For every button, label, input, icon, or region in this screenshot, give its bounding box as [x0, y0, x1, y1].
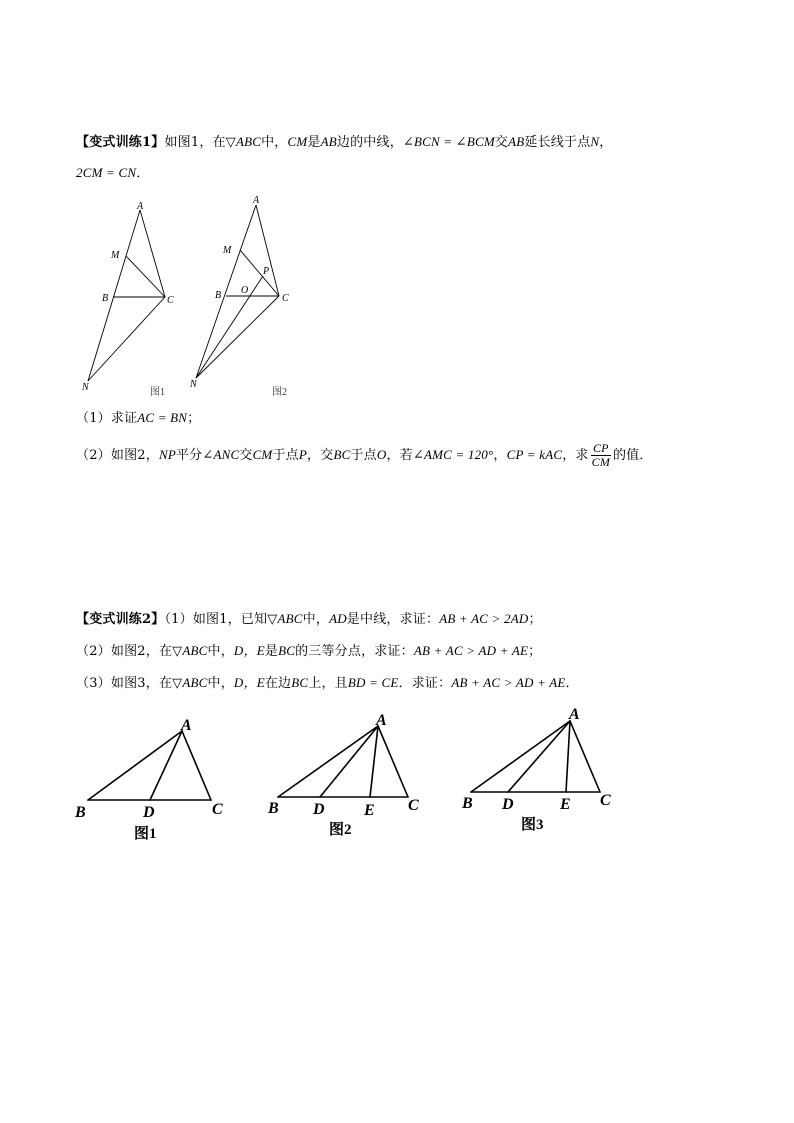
exercise1-line1: 【变式训练1】如图1，在▽ABC中，CM是AB边的中线，∠BCN = ∠BCM交AB延长线于点N， — [76, 134, 613, 150]
exercise2-line2: （2）如图2，在▽ABC中，D，E是BC的三等分点，求证：AB + AC > AD + AE； — [76, 643, 542, 659]
fig2-caption: 图2 — [272, 387, 287, 398]
exercise1-heading: 【变式训练1】 — [76, 135, 165, 150]
ex2-fig3-label-A: A — [569, 706, 580, 723]
ex2-fig1-label-D: D — [143, 804, 155, 821]
fig2-label-M: M — [223, 245, 232, 256]
ex2-fig2-caption: 图2 — [329, 822, 352, 838]
ex2-fig3-label-D: D — [502, 796, 514, 813]
ex2-fig2-label-A: A — [376, 712, 387, 729]
fig2-label-N: N — [190, 379, 197, 390]
fig1-label-A: A — [137, 201, 144, 212]
fig1-label-M: M — [111, 250, 120, 261]
ex2-fig3-caption: 图3 — [521, 817, 544, 833]
ex2-fig3-label-B: B — [462, 795, 473, 812]
fig2-label-C: C — [282, 293, 289, 304]
fig2-label-B: B — [215, 290, 222, 301]
ex2-fig2-label-B: B — [268, 800, 279, 817]
ex2-fig2-segment-AE — [370, 726, 378, 797]
ex2-fig1-segment-AD — [150, 731, 182, 800]
fig1-label-B: B — [102, 293, 109, 304]
ex2-fig2-segment-AC — [378, 726, 408, 797]
fraction-cp-over-cm: $\frac{CP}{CM}$ — [591, 441, 611, 469]
ex2-fig3-segment-AD — [508, 721, 570, 792]
ex2-fig3-segment-AE — [566, 721, 570, 792]
ex2-fig3-segment-AC — [570, 721, 600, 792]
exercise1-line2: 2CM = CN． — [76, 165, 150, 181]
exercise2-heading: 【变式训练2】 — [76, 612, 165, 627]
exercise1-question2: （2）如图2，NP平分∠ANC交CM于点P，交BC于点O，若∠AMC = 120°，CP = kAC，求 $\frac{CP}{CM}$ 的值． — [76, 441, 653, 469]
ex2-fig3-label-C: C — [600, 792, 611, 809]
ex2-fig1-caption: 图1 — [134, 826, 157, 842]
ex2-fig2-label-E: E — [364, 802, 375, 819]
ex2-fig1-segment-AB — [88, 731, 182, 800]
ex2-fig1-label-B: B — [75, 804, 86, 821]
ex2-fig2-label-D: D — [313, 801, 325, 818]
fig1-label-C: C — [167, 295, 174, 306]
ex2-fig1-segment-AC — [182, 731, 211, 800]
fig2-label-P: P — [263, 266, 270, 277]
ex2-fig3-segment-AB — [471, 721, 570, 792]
exercise2-line3: （3）如图3，在▽ABC中，D，E在边BC上，且BD = CE．求证：AB + AC > AD + AE． — [76, 675, 579, 691]
fig2-label-O: O — [241, 285, 249, 296]
exercise1-question1: （1）求证AC = BN； — [76, 410, 201, 426]
fig1-label-N: N — [82, 382, 89, 393]
ex2-fig2-label-C: C — [408, 797, 419, 814]
ex2-fig3-label-E: E — [560, 796, 571, 813]
ex2-fig1-label-C: C — [212, 801, 223, 818]
fig1-caption: 图1 — [150, 387, 165, 398]
fig2-label-A: A — [253, 195, 260, 206]
ex2-fig1-label-A: A — [181, 717, 192, 734]
exercise2-line1: 【变式训练2】（1）如图1，已知▽ABC中，AD是中线，求证：AB + AC > 2AD； — [76, 611, 542, 627]
